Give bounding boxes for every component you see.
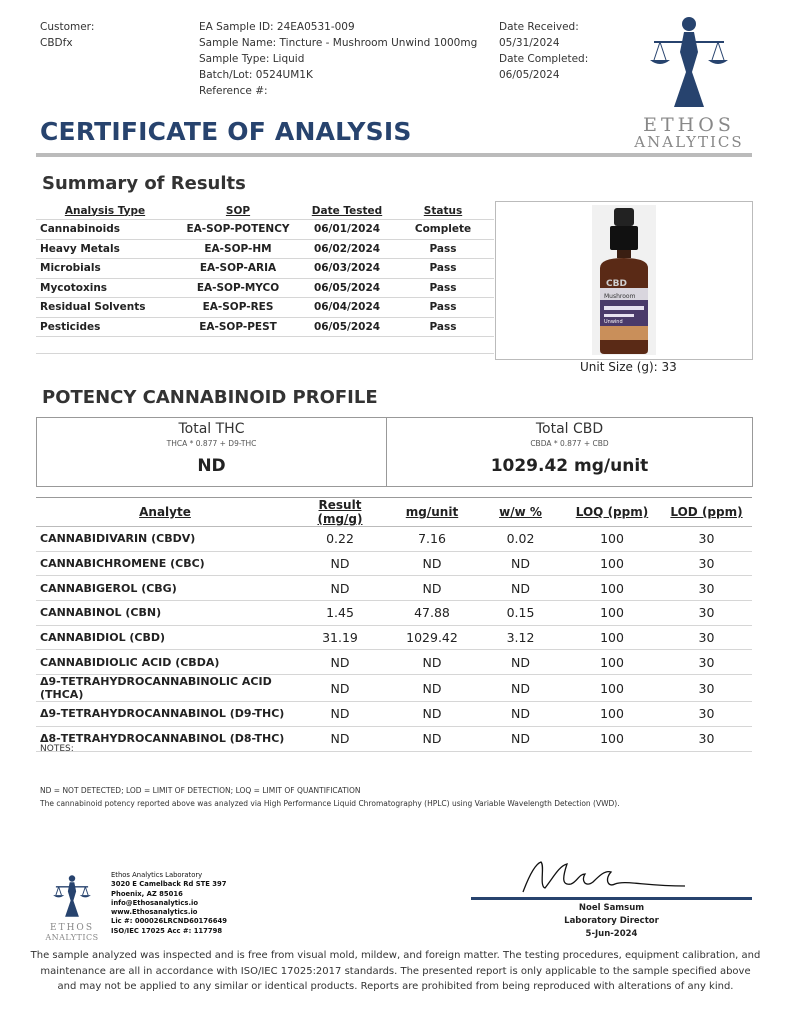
analyte-value: 30 bbox=[661, 675, 752, 702]
total-cbd-label: Total CBD bbox=[535, 421, 604, 437]
table-row bbox=[36, 527, 752, 552]
table-row bbox=[36, 298, 494, 318]
summary-heading: Summary of Results bbox=[42, 173, 246, 194]
analyte-value: 30 bbox=[661, 601, 752, 626]
total-cbd-panel bbox=[387, 418, 752, 486]
summary-cell: EA-SOP-POTENCY bbox=[174, 220, 302, 240]
table-row bbox=[36, 675, 752, 702]
table-row bbox=[36, 259, 494, 279]
dates-block bbox=[499, 19, 588, 83]
analyte-col-lod: LOD (ppm) bbox=[661, 498, 752, 527]
signature-date: 5-Jun-2024 bbox=[585, 929, 638, 939]
bottle-label1: Mushroom bbox=[604, 293, 636, 300]
lab-line: ISO/IEC 17025 Acc #: 117798 bbox=[111, 926, 223, 935]
analyte-value: 1.45 bbox=[294, 601, 386, 626]
signer-name: Noel Samsum bbox=[578, 903, 645, 913]
analyte-value: 0.22 bbox=[294, 527, 386, 552]
table-row bbox=[36, 650, 752, 675]
lab-line: Ethos Analytics Laboratory bbox=[111, 871, 203, 879]
analyte-col-result: Result (mg/g) bbox=[294, 498, 386, 527]
scales-figure-icon bbox=[624, 12, 754, 112]
signature-image bbox=[515, 856, 695, 898]
page-title: CERTIFICATE OF ANALYSIS bbox=[40, 117, 412, 146]
date-received-label: Date Received: bbox=[499, 21, 579, 33]
summary-cell: 06/05/2024 bbox=[302, 278, 392, 298]
date-received: 05/31/2024 bbox=[499, 37, 560, 49]
analyte-value: ND bbox=[478, 576, 563, 601]
lab-line: info@Ethosanalytics.io bbox=[111, 898, 199, 907]
footer-disclaimer: The sample analyzed was inspected and is free from visual mold, mildew, and foreign matter. The testing procedures, equipment calibration, and maintenance are all in accordance with ISO/IEC 17025:2017 standards. The presented report is only applicable to the sample specified above and may not be applied to any similar or identical products. Reports are prohibited from being reproduced with alterations of any kind. bbox=[30, 950, 761, 992]
analyte-value: 3.12 bbox=[478, 625, 563, 650]
analyte-value: ND bbox=[386, 726, 478, 751]
analyte-value: ND bbox=[478, 675, 563, 702]
logo-line2: ANALYTICS bbox=[634, 133, 744, 151]
analyte-value: ND bbox=[386, 675, 478, 702]
analyte-body bbox=[36, 527, 752, 752]
notes-label: NOTES: bbox=[40, 744, 74, 754]
analyte-value: 30 bbox=[661, 527, 752, 552]
table-row bbox=[36, 278, 494, 298]
summary-cell: EA-SOP-MYCO bbox=[174, 278, 302, 298]
summary-cell: EA-SOP-ARIA bbox=[174, 259, 302, 279]
analyte-name: Δ8-TETRAHYDROCANNABINOL (D8-THC) bbox=[36, 726, 294, 751]
analyte-value: 31.19 bbox=[294, 625, 386, 650]
table-row bbox=[36, 239, 494, 259]
analyte-name: CANNABIDIOL (CBD) bbox=[36, 625, 294, 650]
total-thc-label: Total THC bbox=[178, 421, 245, 437]
lab-line: Phoenix, AZ 85016 bbox=[111, 889, 183, 898]
analyte-value: ND bbox=[478, 702, 563, 727]
analyte-col-loq: LOQ (ppm) bbox=[563, 498, 661, 527]
logo-line1: ETHOS bbox=[643, 114, 735, 136]
analyte-value: 100 bbox=[563, 625, 661, 650]
analyte-value: 100 bbox=[563, 551, 661, 576]
summary-cell: 06/02/2024 bbox=[302, 239, 392, 259]
analyte-value: 0.15 bbox=[478, 601, 563, 626]
analyte-value: 100 bbox=[563, 576, 661, 601]
signature-line bbox=[471, 897, 752, 900]
summary-cell: Pesticides bbox=[36, 317, 174, 337]
analyte-table bbox=[36, 497, 752, 752]
table-row bbox=[36, 317, 494, 337]
lab-logo bbox=[37, 873, 107, 943]
analyte-value: 100 bbox=[563, 601, 661, 626]
analyte-value: ND bbox=[294, 726, 386, 751]
total-thc-formula: THCA * 0.877 + D9-THC bbox=[166, 439, 257, 448]
customer-block bbox=[40, 19, 94, 51]
lab-address bbox=[111, 871, 227, 936]
analyte-value: 100 bbox=[563, 527, 661, 552]
summary-cell: EA-SOP-RES bbox=[174, 298, 302, 318]
lab-line: www.Ethosanalytics.io bbox=[111, 908, 198, 917]
analyte-value: 30 bbox=[661, 576, 752, 601]
summary-cell: Pass bbox=[392, 298, 494, 318]
table-row bbox=[36, 576, 752, 601]
sample-block bbox=[199, 19, 477, 99]
total-cbd-value: 1029.42 mg/unit bbox=[490, 456, 649, 476]
summary-col-analysis: Analysis Type bbox=[64, 204, 146, 217]
summary-table bbox=[36, 202, 494, 354]
analyte-value: ND bbox=[478, 650, 563, 675]
analyte-value: 100 bbox=[563, 702, 661, 727]
total-thc-value: ND bbox=[197, 456, 226, 476]
analyte-value: 30 bbox=[661, 625, 752, 650]
analyte-value: ND bbox=[386, 576, 478, 601]
summary-col-status: Status bbox=[423, 204, 463, 217]
analyte-value: 0.02 bbox=[478, 527, 563, 552]
lab-line: 3020 E Camelback Rd STE 397 bbox=[111, 880, 227, 889]
customer-value: CBDfx bbox=[40, 37, 73, 49]
lab-line: Lic #: 000026LRCND60176649 bbox=[111, 917, 227, 926]
analyte-col-mgunit: mg/unit bbox=[386, 498, 478, 527]
analyte-col-ww: w/w % bbox=[478, 498, 563, 527]
summary-cell: 06/01/2024 bbox=[302, 220, 392, 240]
scales-figure-small-icon bbox=[37, 873, 107, 919]
summary-cell: Microbials bbox=[36, 259, 174, 279]
summary-col-sop: SOP bbox=[225, 204, 251, 217]
tincture-bottle-image bbox=[496, 202, 752, 359]
analyte-value: ND bbox=[294, 675, 386, 702]
signature-block bbox=[471, 897, 752, 941]
bottle-brand: CBD bbox=[606, 279, 627, 289]
summary-cell: EA-SOP-PEST bbox=[174, 317, 302, 337]
analyte-name: CANNABIGEROL (CBG) bbox=[36, 576, 294, 601]
summary-cell: Heavy Metals bbox=[36, 239, 174, 259]
analyte-value: ND bbox=[386, 650, 478, 675]
sample-name: Sample Name: Tincture - Mushroom Unwind 1000mg bbox=[199, 37, 478, 49]
analyte-value: 100 bbox=[563, 675, 661, 702]
analyte-value: ND bbox=[294, 551, 386, 576]
analyte-value: 30 bbox=[661, 551, 752, 576]
total-cbd-formula: CBDA * 0.877 + CBD bbox=[530, 439, 609, 448]
analyte-value: ND bbox=[478, 726, 563, 751]
analyte-name: CANNABIDIVARIN (CBDV) bbox=[36, 527, 294, 552]
summary-cell: Residual Solvents bbox=[36, 298, 174, 318]
summary-cell: Complete bbox=[392, 220, 494, 240]
potency-summary-box bbox=[36, 417, 753, 487]
customer-label: Customer: bbox=[40, 21, 95, 33]
ethos-logo bbox=[624, 12, 754, 151]
table-row bbox=[36, 220, 494, 240]
summary-cell: Pass bbox=[392, 317, 494, 337]
summary-col-date: Date Tested bbox=[311, 204, 383, 217]
analyte-value: ND bbox=[294, 650, 386, 675]
date-completed: 06/05/2024 bbox=[499, 69, 560, 81]
summary-cell: Pass bbox=[392, 278, 494, 298]
analyte-name: Δ9-TETRAHYDROCANNABINOLIC ACID (THCA) bbox=[36, 675, 294, 702]
analyte-name: CANNABIDIOLIC ACID (CBDA) bbox=[36, 650, 294, 675]
analyte-value: ND bbox=[294, 702, 386, 727]
summary-cell: 06/05/2024 bbox=[302, 317, 392, 337]
summary-cell: Pass bbox=[392, 259, 494, 279]
table-row bbox=[36, 601, 752, 626]
summary-cell: EA-SOP-HM bbox=[174, 239, 302, 259]
analyte-value: ND bbox=[478, 551, 563, 576]
summary-cell: Pass bbox=[392, 239, 494, 259]
analyte-value: 30 bbox=[661, 650, 752, 675]
analyte-value: ND bbox=[386, 702, 478, 727]
analyte-value: 1029.42 bbox=[386, 625, 478, 650]
analyte-value: 100 bbox=[563, 650, 661, 675]
signer-role: Laboratory Director bbox=[564, 916, 659, 926]
reference: Reference #: bbox=[199, 85, 268, 97]
analyte-value: 7.16 bbox=[386, 527, 478, 552]
analyte-name: CANNABINOL (CBN) bbox=[36, 601, 294, 626]
lab-logo-line2: ANALYTICS bbox=[45, 933, 99, 942]
analyte-header-row bbox=[36, 498, 752, 527]
date-completed-label: Date Completed: bbox=[499, 53, 589, 65]
method-note: The cannabinoid potency reported above was analyzed via High Performance Liquid Chromatography (HPLC) using Variable Wavelength Detection (VWD). bbox=[40, 799, 620, 808]
title-rule bbox=[36, 153, 752, 157]
product-image-frame bbox=[495, 201, 753, 360]
analyte-value: 47.88 bbox=[386, 601, 478, 626]
analyte-value: ND bbox=[386, 551, 478, 576]
total-thc-panel bbox=[37, 418, 387, 486]
analyte-name: CANNABICHROMENE (CBC) bbox=[36, 551, 294, 576]
summary-cell: Mycotoxins bbox=[36, 278, 174, 298]
legend-note: ND = NOT DETECTED; LOD = LIMIT OF DETECTION; LOQ = LIMIT OF QUANTIFICATION bbox=[40, 786, 361, 795]
unit-size: Unit Size (g): 33 bbox=[580, 360, 677, 374]
table-row bbox=[36, 726, 752, 751]
table-row bbox=[36, 551, 752, 576]
batch-lot: Batch/Lot: 0524UM1K bbox=[199, 69, 313, 81]
potency-heading: POTENCY CANNABINOID PROFILE bbox=[42, 387, 378, 408]
analyte-value: 100 bbox=[563, 726, 661, 751]
analyte-value: ND bbox=[294, 576, 386, 601]
analyte-value: 30 bbox=[661, 726, 752, 751]
summary-cell: 06/04/2024 bbox=[302, 298, 392, 318]
sample-type: Sample Type: Liquid bbox=[199, 53, 305, 65]
table-row bbox=[36, 702, 752, 727]
table-row bbox=[36, 625, 752, 650]
analyte-value: 30 bbox=[661, 702, 752, 727]
analyte-col-name: Analyte bbox=[36, 498, 294, 527]
summary-cell: Cannabinoids bbox=[36, 220, 174, 240]
summary-cell: 06/03/2024 bbox=[302, 259, 392, 279]
analyte-name: Δ9-TETRAHYDROCANNABINOL (D9-THC) bbox=[36, 702, 294, 727]
lab-logo-line1: ETHOS bbox=[50, 923, 94, 933]
table-row bbox=[36, 337, 494, 354]
bottle-label2: Unwind bbox=[604, 319, 623, 325]
summary-header-row bbox=[36, 202, 494, 220]
sample-id: EA Sample ID: 24EA0531-009 bbox=[199, 21, 355, 33]
